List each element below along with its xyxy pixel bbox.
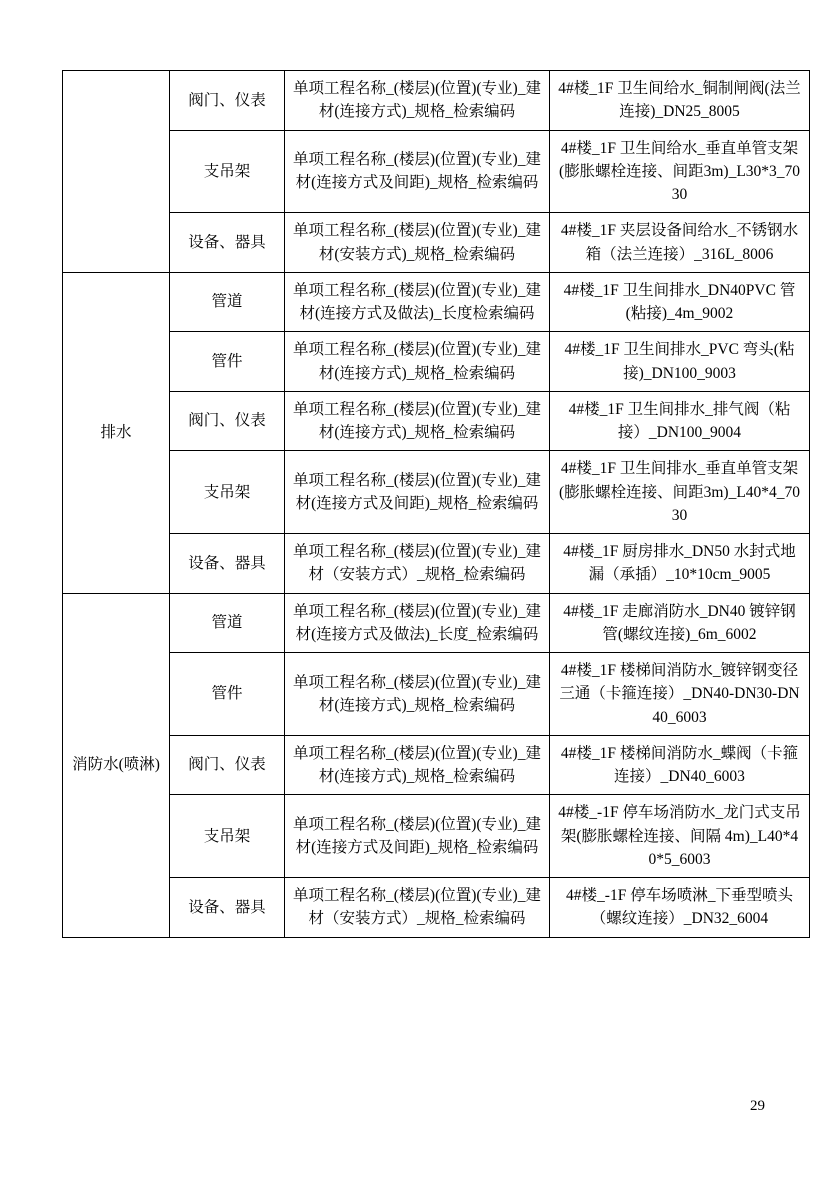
cell-rule: 单项工程名称_(楼层)(位置)(专业)_建材(连接方式)_规格_检索编码 (285, 735, 550, 795)
cell-type: 阀门、仪表 (170, 71, 285, 131)
cell-example: 4#楼_1F 卫生间排水_排气阀（粘接）_DN100_9004 (550, 391, 810, 451)
cell-type: 支吊架 (170, 795, 285, 878)
page-number: 29 (750, 1098, 765, 1114)
table-row (63, 213, 810, 273)
cell-example: 4#楼_1F 夹层设备间给水_不锈钢水箱（法兰连接）_316L_8006 (550, 213, 810, 273)
cell-type: 管道 (170, 272, 285, 332)
cell-example: 4#楼_1F 卫生间排水_DN40PVC 管(粘接)_4m_9002 (550, 272, 810, 332)
table-row (63, 71, 810, 131)
cell-type: 管件 (170, 332, 285, 392)
cell-category: 排水 (63, 272, 170, 593)
cell-type: 设备、器具 (170, 534, 285, 594)
table-row (63, 593, 810, 653)
table-row (63, 878, 810, 938)
cell-example: 4#楼_-1F 停车场喷淋_下垂型喷头（螺纹连接）_DN32_6004 (550, 878, 810, 938)
cell-example: 4#楼_1F 卫生间给水_铜制闸阀(法兰连接)_DN25_8005 (550, 71, 810, 131)
table-row (63, 735, 810, 795)
table-row (63, 534, 810, 594)
table-row (63, 653, 810, 736)
cell-example: 4#楼_1F 卫生间排水_垂直单管支架(膨胀螺栓连接、间距3m)_L40*4_7030 (550, 451, 810, 534)
cell-type: 设备、器具 (170, 878, 285, 938)
naming-rules-table (62, 70, 810, 938)
cell-rule: 单项工程名称_(楼层)(位置)(专业)_建材(连接方式及间距)_规格_检索编码 (285, 451, 550, 534)
cell-rule: 单项工程名称_(楼层)(位置)(专业)_建材(连接方式及间距)_规格_检索编码 (285, 130, 550, 213)
cell-example: 4#楼_-1F 停车场消防水_龙门式支吊架(膨胀螺栓连接、间隔 4m)_L40*40*5_6003 (550, 795, 810, 878)
cell-category (63, 71, 170, 273)
cell-type: 支吊架 (170, 130, 285, 213)
cell-example: 4#楼_1F 楼梯间消防水_蝶阀（卡箍连接）_DN40_6003 (550, 735, 810, 795)
cell-rule: 单项工程名称_(楼层)(位置)(专业)_建材(连接方式)_规格_检索编码 (285, 332, 550, 392)
table-row (63, 451, 810, 534)
cell-example: 4#楼_1F 厨房排水_DN50 水封式地漏（承插）_10*10cm_9005 (550, 534, 810, 594)
table-row (63, 130, 810, 213)
cell-rule: 单项工程名称_(楼层)(位置)(专业)_建材(连接方式)_规格_检索编码 (285, 391, 550, 451)
cell-example: 4#楼_1F 楼梯间消防水_镀锌钢变径三通（卡箍连接）_DN40-DN30-DN40_6003 (550, 653, 810, 736)
table-row (63, 332, 810, 392)
cell-example: 4#楼_1F 卫生间排水_PVC 弯头(粘接)_DN100_9003 (550, 332, 810, 392)
cell-rule: 单项工程名称_(楼层)(位置)(专业)_建材(安装方式)_规格_检索编码 (285, 213, 550, 273)
table-row (63, 795, 810, 878)
cell-type: 管道 (170, 593, 285, 653)
cell-rule: 单项工程名称_(楼层)(位置)(专业)_建材(连接方式及间距)_规格_检索编码 (285, 795, 550, 878)
cell-example: 4#楼_1F 卫生间给水_垂直单管支架(膨胀螺栓连接、间距3m)_L30*3_7030 (550, 130, 810, 213)
table-row (63, 391, 810, 451)
cell-rule: 单项工程名称_(楼层)(位置)(专业)_建材（安装方式）_规格_检索编码 (285, 878, 550, 938)
cell-category: 消防水(喷淋) (63, 593, 170, 937)
cell-type: 管件 (170, 653, 285, 736)
table-row (63, 272, 810, 332)
cell-rule: 单项工程名称_(楼层)(位置)(专业)_建材(连接方式)_规格_检索编码 (285, 71, 550, 131)
cell-type: 阀门、仪表 (170, 391, 285, 451)
cell-type: 支吊架 (170, 451, 285, 534)
cell-rule: 单项工程名称_(楼层)(位置)(专业)_建材(连接方式及做法)_长度检索编码 (285, 272, 550, 332)
cell-rule: 单项工程名称_(楼层)(位置)(专业)_建材(连接方式及做法)_长度_检索编码 (285, 593, 550, 653)
cell-rule: 单项工程名称_(楼层)(位置)(专业)_建材(连接方式)_规格_检索编码 (285, 653, 550, 736)
table-body (63, 71, 810, 938)
cell-type: 阀门、仪表 (170, 735, 285, 795)
cell-type: 设备、器具 (170, 213, 285, 273)
cell-example: 4#楼_1F 走廊消防水_DN40 镀锌钢管(螺纹连接)_6m_6002 (550, 593, 810, 653)
cell-rule: 单项工程名称_(楼层)(位置)(专业)_建材（安装方式）_规格_检索编码 (285, 534, 550, 594)
